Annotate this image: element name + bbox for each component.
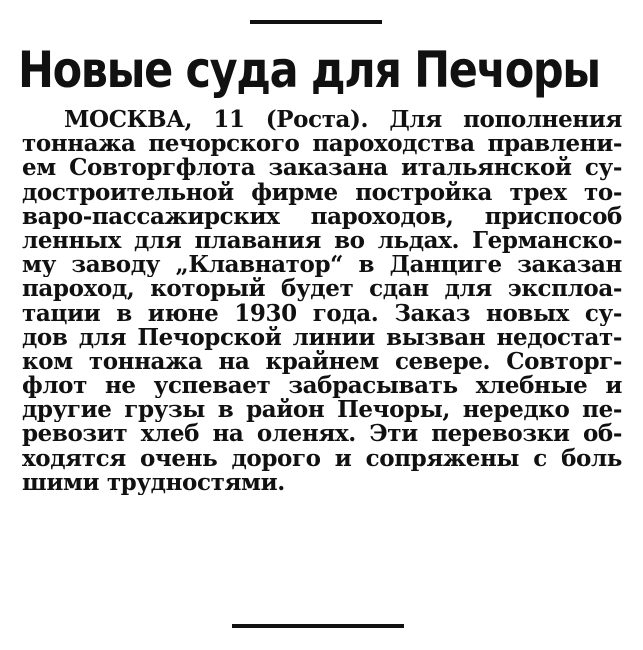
article-line: другие грузы в район Печоры, нередко пе- xyxy=(22,398,622,423)
article-line: ревозит хлеб на оленях. Эти перевозки об- xyxy=(22,422,622,447)
article-line: шими трудностями. xyxy=(22,470,285,495)
article-line: ходятся очень дорого и сопряжены с боль xyxy=(22,446,622,471)
article-line: достроительной фирме постройка трех то- xyxy=(22,180,622,205)
article-line: варо-пассажирских пароходов, приспособ xyxy=(22,204,622,229)
article-body xyxy=(22,108,622,495)
bottom-divider-rule xyxy=(232,624,404,628)
article-line: тоннажа печорского пароходства правлени- xyxy=(22,132,622,157)
article-headline: Новые суда для Печоры xyxy=(18,41,600,99)
article-line: дов для Печорской линии вызван недостат- xyxy=(22,325,622,350)
top-divider-rule xyxy=(250,20,382,24)
article-line: флот не успевает забрасывать хлебные и xyxy=(22,374,622,399)
article-line: ком тоннажа на крайнем севере. Совторг- xyxy=(22,349,622,375)
article-line: МОСКВА, 11 (Роста). Для пополнения xyxy=(64,108,622,133)
article-line: му заводу „Клавнатор“ в Данциге заказан xyxy=(22,253,622,278)
article-line: тации в июне 1930 года. Заказ новых су- xyxy=(22,301,622,326)
article-line: пароход, который будет сдан для эксплоа- xyxy=(22,277,622,302)
article-line: ем Совторгфлота заказана итальянской су- xyxy=(22,156,622,181)
article-line: ленных для плавания во льдах. Германско- xyxy=(22,228,622,254)
